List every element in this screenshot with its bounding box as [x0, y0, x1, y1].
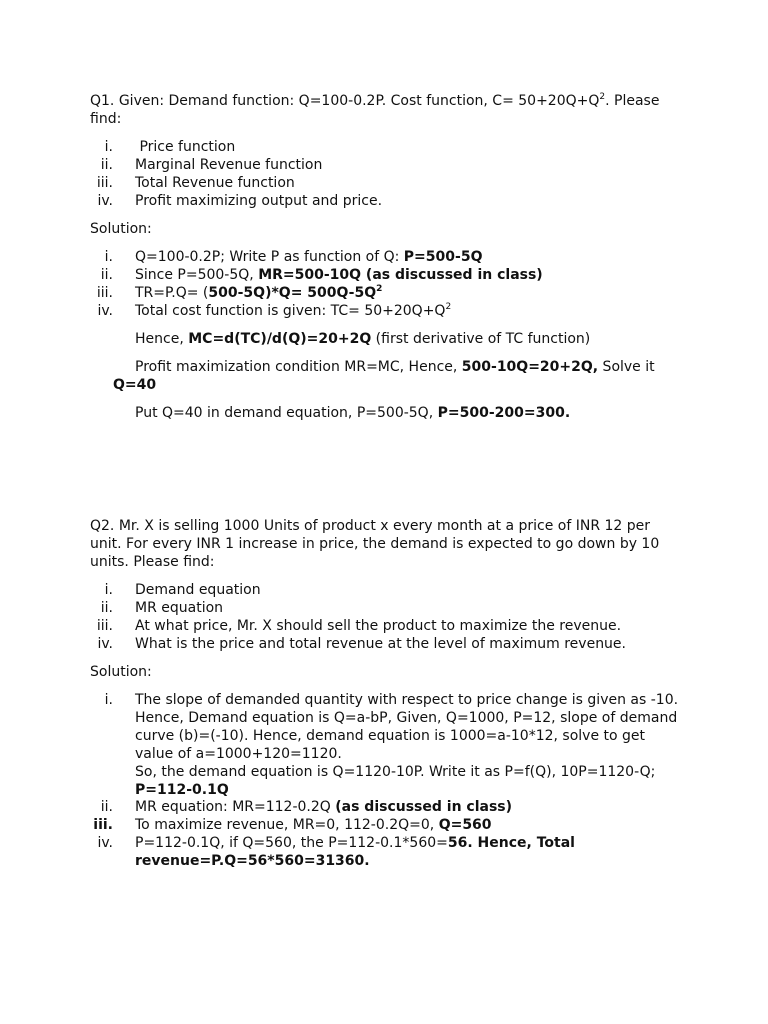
- q1-profit-result: Q=40: [113, 377, 157, 393]
- q1-solution-label: Solution:: [90, 221, 152, 237]
- q2-solution-label: Solution:: [90, 664, 152, 680]
- q1-hence-line: Hence, MC=d(TC)/d(Q)=20+2Q (first derivative of TC function): [135, 331, 591, 347]
- q1-put-line: Put Q=40 in demand equation, P=500-5Q, P=500-200=300.: [135, 405, 571, 421]
- q2-question: Q2. Mr. X is selling 1000 Units of product x every month at a price of INR 12 per unit. For every INR 1 increase in price, the demand is expected to go down by 10 units. Please find:: [90, 518, 660, 570]
- q1-profit-line: Profit maximization condition MR=MC, Hence, 500-10Q=20+2Q, Solve it: [135, 359, 655, 375]
- q1-question: Q1. Given: Demand function: Q=100-0.2P. Cost function, $C= 50+20Q+Q^2$. Please find:: [90, 92, 660, 127]
